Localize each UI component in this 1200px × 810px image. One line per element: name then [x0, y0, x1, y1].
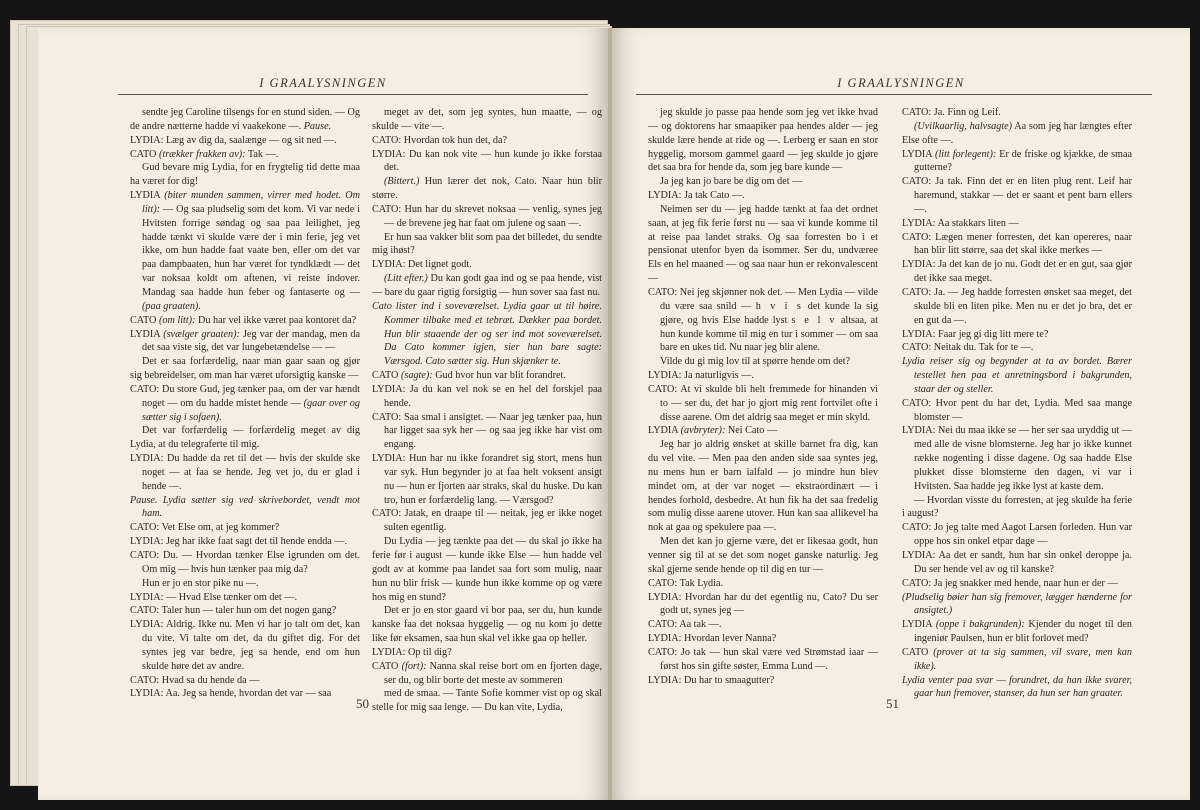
paragraph: CATO: Ja. Finn og Leif. — [902, 107, 1001, 118]
paragraph: LYDIA (biter munden sammen, virrer med hodet. Om litt): — Og saa pludselig som det kom. Vi var nede i Hvitsten forrige søndag og saa paa leilighet, jeg hadde tænkt vi skulde være der i min ferie, jeg vet ikke, om hun hadde faat vaate ben, eller om det var paa dampbaaten, hun har været for tyndklædt — det var noksaa koldt om aftenen, vi reiste indover. Mandag saa hadde hun feber og fantaserte og — (paa graaten). — [130, 190, 361, 312]
paragraph: jeg skulde jo passe paa hende som jeg vet ikke hvad — og doktorens har smaapiker paa hendes alder — jeg skulde lære hende at ride og —. Lerberg er saan en stor hyggelig, morsom gammel gaard — jeg skulde jo gjøre det saa bra for hende da, som jeg bare kunde — — [648, 107, 878, 174]
paragraph: LYDIA: Ja naturligvis —. — [648, 370, 754, 382]
book-spread — [10, 10, 1190, 800]
paragraph: LYDIA: Læg av dig da, saalænge — og sit ned —. — [130, 134, 337, 146]
paragraph: CATO (om litt): Du har vel ikke været paa kontoret da? — [130, 314, 357, 326]
paragraph: CATO (fort): Nanna skal reise bort om en fjorten dage, ser du, og blir borte det meste av sommeren — [372, 660, 602, 686]
paragraph: CATO: Ja. — Jeg hadde forresten ønsket saa meget, det skulde bli en liten pike. Men nu er det jo bra, det er en gut da —. — [902, 286, 1132, 326]
paragraph: CATO: Jatak, en draape til — neitak, jeg er ikke noget sulten egentlig. — [372, 508, 602, 534]
paragraph: Du Lydia — jeg tænkte paa det — du skal jo ikke ha ferie før i august — kunde ikke Else — hun hadde vel godt av at komme paa landet saa fort som mulig, naar hun nu blir frisk — kunde hun ikke komme op og være hos mig en stund? — [372, 536, 602, 603]
paragraph: (Litt efter.) Du kan godt gaa ind og se paa hende, vist — bare du gaar rigtig forsigtig — hun sover saa fast nu. — [372, 273, 602, 298]
paragraph: — Hvordan visste du forresten, at jeg skulde ha ferie i august? — [902, 494, 1132, 520]
paragraph: Hun er jo en stor pike nu —. — [142, 577, 259, 589]
paragraph: LYDIA: Jeg har ikke faat sagt det til hende endda —. — [130, 536, 348, 548]
page-number-left: 50 — [356, 696, 369, 711]
paragraph: CATO: Taler hun — taler hun om det nogen gang? — [130, 605, 337, 617]
paragraph: LYDIA (oppe i bakgrunden): Kjender du noget til den ingeniør Paulsen, hun er blit forlovet med? — [902, 619, 1132, 645]
header-rule-right — [636, 94, 1152, 95]
right-page-column-1 — [648, 106, 878, 687]
paragraph: LYDIA: Aa. Jeg sa hende, hvordan det var — saa — [130, 688, 332, 700]
paragraph: (Bittert.) Hun lærer det nok, Cato. Naar hun blir større. — [372, 176, 602, 202]
paragraph: LYDIA (litt forlegent): Er de friske og kjække, de smaa gutterne? — [902, 148, 1133, 174]
paragraph: Jeg har jo aldrig ønsket at skille barnet fra dig, kan du vel vite. — Men paa den anden side saa syntes jeg, nu mens hun er barn ialfald — jo mindre hun blev mindet om, at der var noget — ekstraordinært — i hendes forhold, desbedre. At hun fik ha det saa fredelig som mulig disse aarene utover. Hun kan saa allikevel ha nok at gaa og spekulere paa —. — [648, 439, 878, 534]
paragraph: CATO: Nei jeg skjønner nok det. — Men Lydia — vilde du være saa snild — h v i s det kunde la sig gjøre, og hvis Else hadde lyst s e l v altsaa, at hun kunde komme til mig en tur i sommer — om saa bare en ukes tid. Nu naar jeg blir alene. — [648, 286, 879, 354]
paragraph: LYDIA: Ja du kan vel nok se en hel del forskjel paa hende. — [372, 383, 602, 409]
paragraph: sendte jeg Caroline tilsengs for en stund siden. — Og de andre nætterne hadde vi vaakekone —. Pause. — [130, 107, 360, 132]
paragraph: CATO: Jo tak — hun skal være ved Strømstad iaar — først hos sin gifte søster, Emma Lund —. — [648, 646, 878, 672]
stage-direction: Lydia reiser sig og begynder at ta av bordet. Bærer testellet hen paa et anretningsbord i bakgrunden, staar der og steller. — [902, 356, 1132, 395]
paragraph: CATO: Ja tak. Finn det er en liten plug rent. Leif har haremund, stakkar — det er saant et pent barn ellers —. — [902, 176, 1132, 215]
paragraph: CATO (trækker frakken av): Tak —. — [130, 148, 279, 160]
paragraph: LYDIA: Ja det kan de jo nu. Godt det er en gut, saa gjør det ikke saa meget. — [902, 259, 1132, 285]
paragraph: CATO: Ja jeg snakker med hende, naar hun er der — — [902, 577, 1118, 589]
paragraph: Det var forfærdelig — forfærdelig meget av dig Lydia, at du telegraferte til mig. — [130, 425, 360, 451]
paragraph: LYDIA (svælger graaten): Jeg var der mandag, men da det saa viste sig, det var lungebetændelse — — — [130, 328, 361, 354]
paragraph: LYDIA: Aa det er sandt, hun har sin onkel deroppe ja. Du ser hende vel av og til kanske? — [902, 550, 1132, 575]
paragraph: LYDIA: Du kan nok vite — hun kunde jo ikke forstaa det. — [372, 148, 602, 174]
paragraph: Men det kan jo gjerne være, det er likesaa godt, hun venner sig til at se det som noget ganske naturlig. Jeg skal gjerne sende hende op til dig en tur — — [648, 536, 878, 575]
left-page-column-1 — [130, 106, 360, 701]
paragraph: LYDIA: Faar jeg gi dig litt mere te? — [902, 328, 1049, 340]
paragraph: CATO: Lægen mener forresten, det kan opereres, naar han blir litt større, saa det skal ikke merkes — — [902, 231, 1132, 257]
paragraph: CATO: Hvad sa du hende da — — [130, 674, 260, 686]
paragraph: CATO: Du. — Hvordan tænker Else igrunden om det. Om mig — hvis hun tænker paa mig da? — [130, 550, 360, 575]
paragraph: LYDIA (avbryter): Nei Cato — — [648, 425, 778, 437]
paragraph: LYDIA: — Hvad Else tænker om det —. — [130, 591, 298, 603]
paragraph: LYDIA: Hvordan lever Nanna? — [648, 633, 777, 645]
paragraph: LYDIA: Det lignet godt. — [372, 259, 472, 271]
paragraph: CATO: Jo jeg talte med Aagot Larsen forleden. Hun var oppe hos sin onkel etpar dage — — [902, 522, 1132, 548]
paragraph: LYDIA: Ja tak Cato —. — [648, 190, 745, 202]
page-number-right: 51 — [886, 696, 899, 711]
right-page-column-2 — [902, 106, 1132, 701]
paragraph: Ja jeg kan jo bare be dig om det — — [660, 176, 803, 188]
paragraph: CATO: Neitak du. Tak for te —. — [902, 342, 1034, 354]
paragraph: LYDIA: Hun har nu ikke forandret sig stort, mens hun var syk. Hun begynder jo at faa helt voksent ansigt nu — hun er fjorten aar straks, skal du huske. Du kan tro, hun er forfærdelig lang. — Værsgod? — [372, 453, 602, 506]
paragraph: CATO: At vi skulde bli helt fremmede for hinanden vi to — ser du, det har jo gjort mig rent fortvilet ofte i disse aarene. Om det aldrig saa meget er min skyld. — [648, 383, 878, 423]
stage-direction: Pause. Lydia sætter sig ved skrivebordet, vendt mot ham. — [130, 494, 360, 520]
paragraph: CATO: Hvordan tok hun det, da? — [372, 134, 508, 146]
paragraph: CATO: Aa tak —. — [648, 619, 722, 631]
paragraph: LYDIA: Du hadde da ret til det — hvis der skulde ske noget — at faa se hende. Jeg vet jo, du er glad i hende —. — [130, 453, 360, 492]
right-page — [612, 28, 1190, 800]
paragraph: meget av det, som jeg syntes, hun maatte, — og skulde — vite —. — [372, 107, 602, 132]
paragraph: CATO (prover at ta sig sammen, vil svare, men kan ikke). — [902, 646, 1132, 672]
paragraph: Vilde du gi mig lov til at spørre hende om det? — [660, 356, 851, 368]
paragraph: LYDIA: Nei du maa ikke se — her ser saa uryddig ut — med alle de visne blomsterne. Jeg har jo ikke kunnet række nogenting i disse dagene. Og saa hadde Else plukket disse blomsterne den dagen, vi var i Hvitsten. Saa hadde jeg ikke lyst at kaste dem. — [902, 425, 1132, 492]
paragraph: LYDIA: Aldrig. Ikke nu. Men vi har jo talt om det, kan du vite. Vi talte om det, da du giftet dig. For det syntes jeg var bedre, jeg sa hende, end om hun skulde høre det av andre. — [130, 619, 360, 672]
paragraph: (Uvilkaarlig, halvsagte) Aa som jeg har længtes efter Else ofte —. — [902, 120, 1132, 146]
paragraph: Neimen ser du — jeg hadde tænkt at faa det ordnet saan, at jeg fik ferie først nu — saa vi kunde komme til at reise paa landet straks. Og saa forresten bo i et pensionat utenfor byen da isommer. Ser du, undværee Els en hel maaned — og saa naar hun er rekonvalescent — — [648, 203, 878, 285]
paragraph: Det er saa forfærdelig, naar man gaar saan og gjør sig bebreidelser, om man har været uforsigtig kanske — — [130, 356, 360, 382]
header-rule-left — [118, 94, 588, 95]
paragraph: LYDIA: Aa stakkars liten — — [902, 217, 1019, 229]
running-head-left: I GRAALYSNINGEN — [259, 76, 387, 90]
paragraph: Det er jo en stor gaard vi bor paa, ser du, hun kunde kanske faa det noksaa hyggelig — og nu kom jo dette like før eksamen, saa hun skal vel ikke gaa op heller. — [372, 605, 602, 645]
paragraph: CATO: Du store Gud, jeg tænker paa, om der var hændt noget — om du hadde mistet hende — (gaar over og sætter sig i sofaen). — [130, 383, 360, 423]
running-head-right: I GRAALYSNINGEN — [837, 76, 965, 90]
paragraph: LYDIA: Op til dig? — [372, 646, 452, 658]
stage-direction: (Pludselig bøier han sig fremover, lægger hænderne for ansigtet.) — [902, 591, 1132, 617]
paragraph: CATO: Saa smal i ansigtet. — Naar jeg tænker paa, hun har ligget saa syk her — og saa jeg ikke har vist om engang. — [372, 411, 602, 451]
paragraph: CATO: Tak Lydia. — [648, 577, 724, 589]
stage-direction: Cato lister ind i soveværelset. Lydia gaar ut til høire. Kommer tilbake med et tebræt. Dækker paa bordet. Hun blir staaende der og ser ind mot soveværelset. Da Cato kommer igjen, sier hun bare sagte: Værsgod. Cato sætter sig. Hun skjænker te. — [372, 300, 602, 368]
paragraph: med de smaa. — Tante Sofie kommer vist op og skal stelle for mig saa lenge. — Du kan vite, Lydia, — [372, 688, 602, 714]
stage-direction: Lydia venter paa svar — forundret, da han ikke svarer, gaar hun fremover, stanser, da hun ser han graater. — [902, 674, 1132, 700]
paragraph: LYDIA: Du har to smaagutter? — [648, 674, 775, 686]
paragraph: CATO (sagte): Gud hvor hun var blit forandret. — [372, 370, 566, 382]
left-page — [38, 28, 608, 800]
left-page-column-2 — [372, 106, 602, 715]
paragraph: CATO: Hun har du skrevet noksaa — venlig, synes jeg — de brevene jeg har faat om julene og saan —. — [372, 203, 602, 229]
paragraph: CATO: Vet Else om, at jeg kommer? — [130, 522, 280, 534]
paragraph: Er hun saa vakker blit som paa det billedet, du sendte mig ihøst? — [372, 231, 602, 257]
paragraph: LYDIA: Hvordan har du det egentlig nu, Cato? Du ser godt ut, synes jeg — — [648, 591, 878, 617]
paragraph: Gud bevare mig Lydia, for en frygtelig tid dette maa ha været for dig! — [130, 162, 360, 188]
paragraph: CATO: Hvor pent du har det, Lydia. Med saa mange blomster — — [902, 397, 1132, 423]
